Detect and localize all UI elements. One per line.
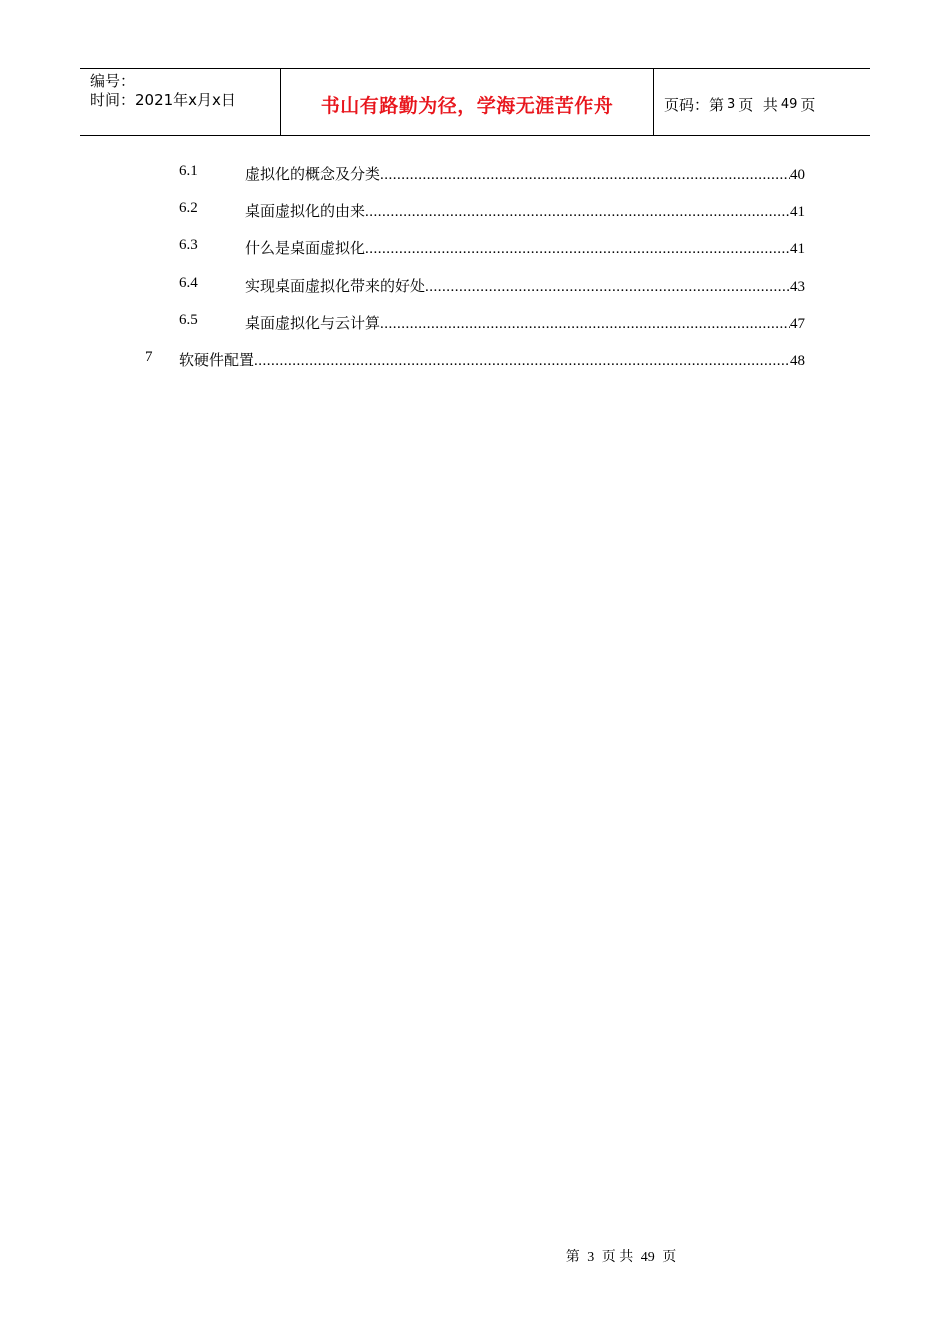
page-prefix: 页码：第	[664, 95, 725, 114]
page-mid: 页 共	[738, 95, 778, 114]
page-suffix: 页	[800, 95, 816, 114]
toc-entry[interactable]	[0, 273, 950, 297]
footer-current-page: 3	[587, 1250, 595, 1265]
toc-entry[interactable]	[0, 310, 950, 334]
toc-entry-number: 6.3	[179, 237, 198, 253]
toc-entry-number: 7	[145, 349, 153, 365]
toc-leader-dots	[380, 167, 790, 184]
toc-entry[interactable]	[0, 198, 950, 222]
toc-entry-title: 虚拟化的概念及分类	[245, 167, 381, 183]
toc-entry-number: 6.2	[179, 200, 198, 216]
page-current: 3	[727, 96, 736, 112]
toc-entry[interactable]	[0, 347, 950, 371]
footer-suffix: 页	[662, 1250, 677, 1265]
toc-entry-title: 软硬件配置	[179, 353, 255, 369]
toc-entry-page: 47	[790, 316, 805, 332]
page-footer	[0, 1246, 950, 1266]
toc-entry-page: 41	[790, 241, 805, 257]
toc-entry-title: 什么是桌面虚拟化	[245, 241, 366, 257]
footer-total-pages: 49	[640, 1250, 655, 1265]
header-motto: 书山有路勤为径，学海无涯苦作舟	[320, 94, 614, 117]
toc-entry[interactable]	[0, 161, 950, 185]
toc-leader-dots	[425, 279, 790, 296]
toc-leader-dots	[380, 316, 790, 333]
document-time-label: 时间：2021年x月x日	[90, 91, 236, 109]
toc-entry-number: 6.1	[179, 163, 198, 179]
toc-entry-page: 41	[790, 204, 805, 220]
toc-entry-title: 实现桌面虚拟化带来的好处	[245, 279, 426, 295]
footer-prefix: 第	[565, 1250, 580, 1265]
toc-leader-dots	[365, 204, 790, 221]
toc-entry-number: 6.5	[179, 312, 198, 328]
toc-entry-title: 桌面虚拟化与云计算	[245, 316, 381, 332]
footer-mid: 页 共	[601, 1250, 634, 1265]
toc-entry-number: 6.4	[179, 275, 198, 291]
toc-entry-title: 桌面虚拟化的由来	[245, 204, 366, 220]
document-code-label: 编号：	[90, 72, 136, 90]
toc-leader-dots	[365, 241, 790, 258]
toc-entry-page: 40	[790, 167, 805, 183]
toc-entry-page: 43	[790, 279, 805, 295]
toc-leader-dots	[254, 353, 790, 370]
toc-entry-page: 48	[790, 353, 805, 369]
toc-entry[interactable]	[0, 235, 950, 259]
page-total: 49	[780, 96, 798, 112]
table-of-contents	[0, 0, 950, 400]
